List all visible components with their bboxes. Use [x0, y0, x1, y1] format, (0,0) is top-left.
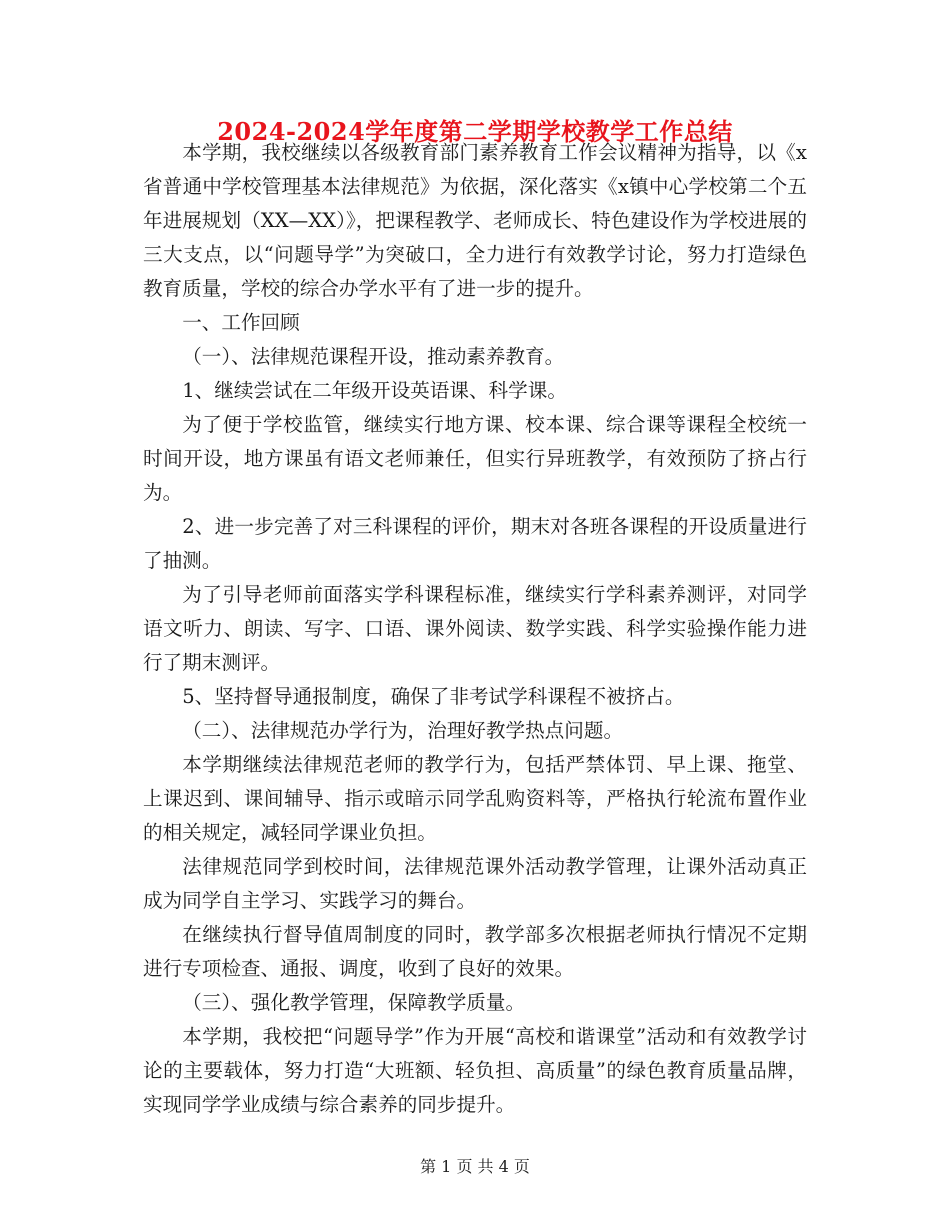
paragraph-arrival: 法律规范同学到校时间，法律规范课外活动教学管理，让课外活动真正成为同学自主学习、实践学习的舞台。 [143, 855, 807, 912]
document-title: 2024-2024学年度第二学期学校教学工作总结 [217, 117, 733, 146]
paragraph-conduct: 本学期继续法律规范老师的教学行为，包括严禁体罚、早上课、拖堂、上课迟到、课间辅导、指示或暗示同学乱购资料等，严格执行轮流布置作业的相关规定，减轻同学课业负担。 [143, 753, 807, 844]
paragraph-inspection: 在继续执行督导值周制度的同时，教学部多次根据老师执行情况不定期进行专项检查、通报、调度，收到了良好的效果。 [143, 923, 807, 980]
paragraph-item-5: 5、坚持督导通报制度，确保了非考试学科课程不被挤占。 [182, 685, 685, 708]
paragraph-item-2-detail: 为了引导老师前面落实学科课程标准，继续实行学科素养测评，对同学语文听力、朗读、写字、口语、课外阅读、数学实践、科学实验操作能力进行了期末测评。 [143, 583, 807, 674]
paragraph-item-1-detail: 为了便于学校监管，继续实行地方课、校本课、综合课等课程全校统一时间开设，地方课虽有语文老师兼任，但实行异班教学，有效预防了挤占行为。 [143, 413, 807, 504]
heading-section-1: 一、工作回顾 [182, 311, 300, 334]
subheading-1: （一）、法律规范课程开设，推动素养教育。 [182, 345, 565, 368]
page-footer: 第 1 页 共 4 页 [420, 1157, 530, 1176]
subheading-3: （三）、强化教学管理，保障教学质量。 [182, 991, 526, 1014]
paragraph-management: 本学期，我校把“问题导学”作为开展“高校和谐课堂”活动和有效教学讨论的主要载体，努力打造“大班额、轻负担、高质量”的绿色教育质量品牌，实现同学学业成绩与综合素养的同步提升。 [143, 1025, 807, 1116]
document-body [143, 136, 807, 1122]
paragraph-item-2: 2、进一步完善了对三科课程的评价，期末对各班各课程的开设质量进行了抽测。 [143, 515, 807, 572]
paragraph-item-1: 1、继续尝试在二年级开设英语课、科学课。 [182, 379, 567, 402]
subheading-2: （二）、法律规范办学行为，治理好教学热点问题。 [182, 719, 624, 742]
paragraph-intro: 本学期，我校继续以各级教育部门素养教育工作会议精神为指导，以《x省普通中学校管理基本法律规范》为依据，深化落实《x镇中心学校第二个五年进展规划（XX—XX）》，把课程教学、老师成长、特色建设作为学校进展的三大支点，以“问题导学”为突破口，全力进行有效教学讨论，努力打造绿色教育质量，学校的综合办学水平有了进一步的提升。 [143, 141, 807, 300]
